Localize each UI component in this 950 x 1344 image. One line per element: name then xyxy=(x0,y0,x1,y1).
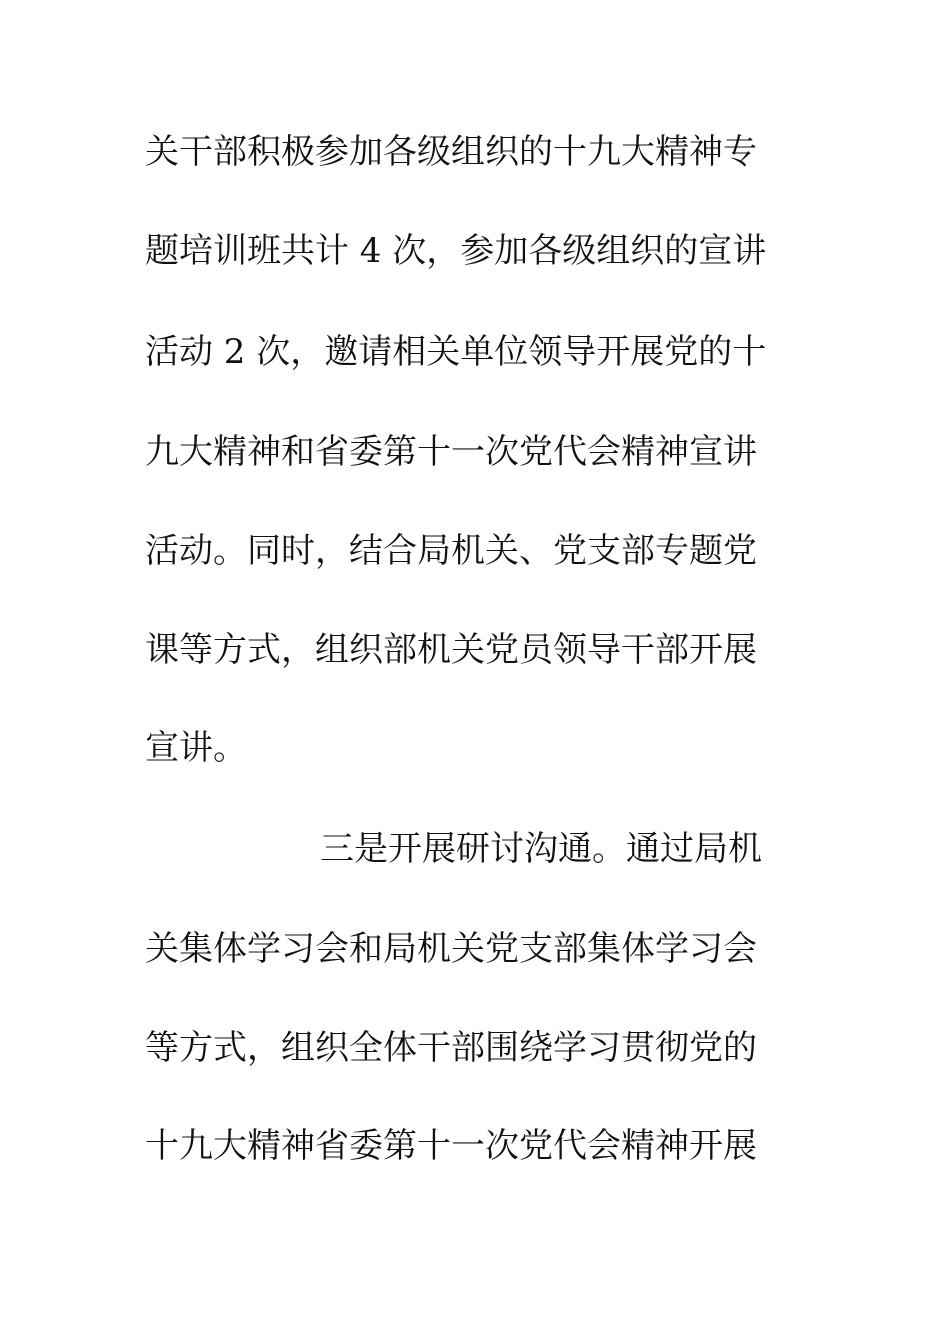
paragraph-start-line: 三是开展研讨沟通。通过局机 xyxy=(320,829,762,869)
body-text-line-7: 宣讲。 xyxy=(145,728,247,768)
body-text-line-5: 活动。同时，结合局机关、党支部专题党 xyxy=(145,531,757,571)
body-text-line-3: 活动 2 次，邀请相关单位领导开展党的十 xyxy=(145,332,767,372)
body-text-line-1: 关干部积极参加各级组织的十九大精神专 xyxy=(145,132,757,172)
body-text-line-2: 题培训班共计 4 次，参加各级组织的宣讲 xyxy=(145,231,767,271)
body-text-line-4: 九大精神和省委第十一次党代会精神宣讲 xyxy=(145,432,757,472)
body-text-line-10: 等方式，组织全体干部围绕学习贯彻党的 xyxy=(145,1028,757,1068)
body-text-line-6: 课等方式，组织部机关党员领导干部开展 xyxy=(145,630,757,670)
body-text-line-11: 十九大精神省委第十一次党代会精神开展 xyxy=(145,1126,757,1166)
body-text-line-9: 关集体学习会和局机关党支部集体学习会 xyxy=(145,929,757,969)
